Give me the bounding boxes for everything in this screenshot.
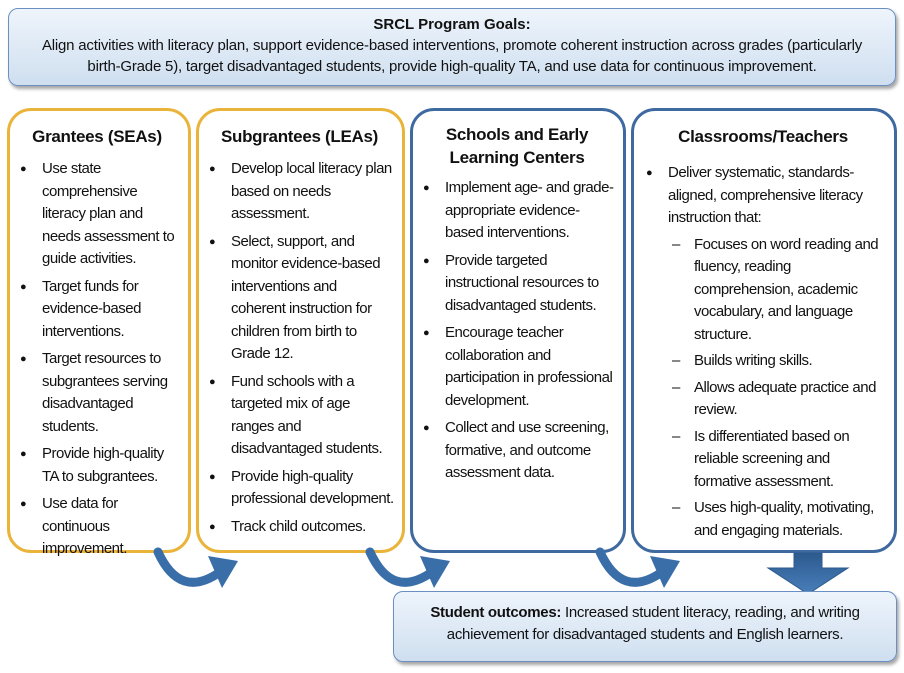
list-item: ● Provide high-quality professional development.: [205, 466, 394, 511]
list-item: ● Develop local literacy plan based on needs assessment.: [205, 158, 394, 226]
list-item: ● Collect and use screening, formative, and outcome assessment data.: [419, 417, 615, 485]
list-item: ● Use state comprehensive literacy plan and needs assessment to guide activities.: [16, 158, 178, 271]
schools-column: [410, 108, 626, 553]
list-item: [642, 162, 884, 542]
curved-arrow-icon: [600, 552, 680, 588]
list-item: ● Fund schools with a targeted mix of age ranges and disadvantaged students.: [205, 371, 394, 461]
list-item: ● Encourage teacher collaboration and participation in professional development.: [419, 322, 615, 412]
program-goals-title: SRCL Program Goals:: [373, 16, 531, 33]
classrooms-list: [642, 162, 884, 542]
list-item: ● Provide targeted instructional resources to disadvantaged students.: [419, 250, 615, 318]
down-arrow-icon: [768, 553, 848, 594]
classrooms-main-item: Deliver systematic, standards-aligned, comprehensive literacy instruction that:: [668, 164, 863, 226]
grantees-title: Grantees (SEAs): [32, 127, 162, 146]
program-goals-box: [8, 8, 896, 86]
grantees-column: [7, 108, 191, 557]
student-outcomes-box: [393, 591, 897, 662]
program-goals-line-1: Align activities with literacy plan, support evidence-based interventions, promote coherent instruction across grades (particularly: [41, 37, 863, 54]
schools-title-line-2: Learning Centers: [449, 148, 585, 167]
classrooms-title: Classrooms/Teachers: [678, 127, 848, 146]
list-item: ● Target funds for evidence-based interventions.: [16, 276, 178, 344]
list-item: ● Use data for continuous improvement.: [16, 493, 178, 561]
list-item: ● Track child outcomes.: [205, 516, 394, 539]
student-outcomes-text: Increased student literacy, reading, and writing achievement for disadvantaged students and English learners.: [446, 604, 860, 643]
schools-title: [419, 123, 615, 169]
list-item: – Focuses on word reading and fluency, reading comprehension, academic vocabulary, and language structure.: [668, 234, 884, 347]
list-item: – Is differentiated based on reliable screening and formative assessment.: [668, 426, 884, 494]
subgrantees-title: Subgrantees (LEAs): [220, 127, 379, 146]
list-item: ● Implement age- and grade-appropriate evidence-based interventions.: [419, 177, 615, 245]
student-outcomes-label: Student outcomes:: [430, 604, 562, 621]
list-item: ● Select, support, and monitor evidence-based interventions and coherent instruction for children from birth to Grade 12.: [205, 231, 394, 366]
schools-title-line-1: Schools and Early: [445, 125, 589, 144]
curved-arrow-icon: [370, 552, 450, 588]
grantees-list: [16, 158, 178, 561]
schools-list: [419, 177, 615, 485]
classrooms-sub-list: [668, 234, 884, 543]
subgrantees-column: [196, 108, 405, 553]
list-item: – Allows adequate practice and review.: [668, 377, 884, 422]
subgrantees-list: [205, 158, 394, 538]
program-goals-line-2: birth-Grade 5), target disadvantaged students, provide high-quality TA, and use data for continuous improvement.: [87, 58, 817, 75]
list-item: – Builds writing skills.: [668, 350, 884, 373]
list-item: ● Provide high-quality TA to subgrantees.: [16, 443, 178, 488]
list-item: – Uses high-quality, motivating, and engaging materials.: [668, 497, 884, 542]
classrooms-column: [631, 108, 897, 553]
list-item: ● Target resources to subgrantees serving disadvantaged students.: [16, 348, 178, 438]
